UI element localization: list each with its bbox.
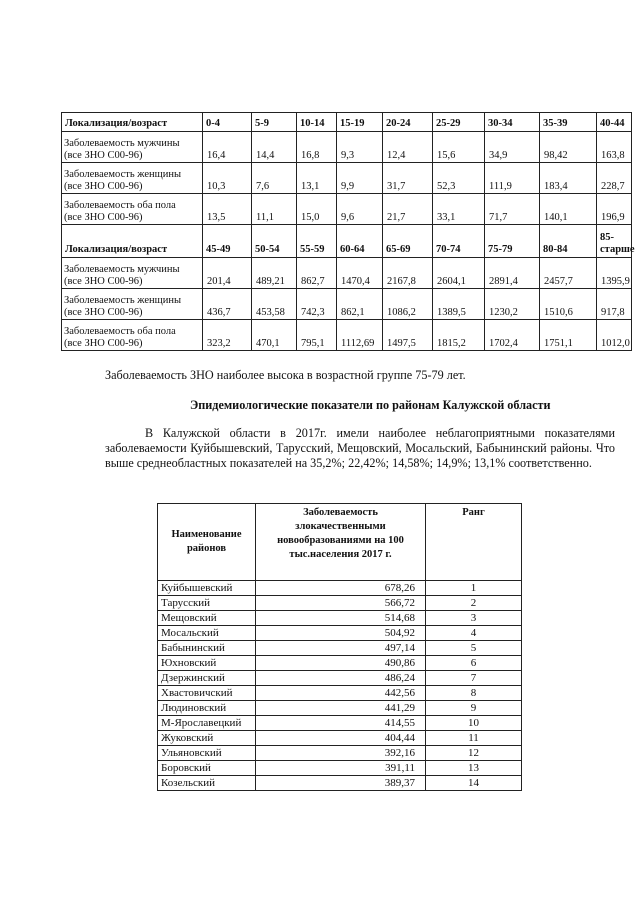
age-row-label	[62, 163, 203, 194]
age-value-cell: 862,7	[297, 258, 337, 289]
district-incidence: 497,14	[256, 641, 426, 656]
district-name: Боровский	[158, 761, 256, 776]
age-row-label-line: Заболеваемость женщины	[64, 169, 182, 180]
age-group-label: 50-54	[252, 225, 297, 258]
age-group-label: 10-14	[297, 113, 337, 132]
age-value-cell: 16,8	[297, 132, 337, 163]
age-value-cell: 453,58	[252, 289, 297, 320]
age-value-cell: 1389,5	[433, 289, 485, 320]
district-name: Людиновский	[158, 701, 256, 716]
age-group-label: 40-44	[597, 113, 632, 132]
district-row	[158, 581, 522, 596]
age-row-label-line: Заболеваемость оба пола	[64, 200, 176, 211]
age-incidence-table	[61, 112, 635, 351]
age-value-cell: 917,8	[597, 289, 632, 320]
age-value-cell: 183,4	[540, 163, 597, 194]
district-rank: 9	[426, 701, 522, 716]
age-group-label: 75-79	[485, 225, 540, 258]
district-header-incidence: Заболеваемость злокачественными новообразованиями на 100 тыс.населения 2017 г.	[256, 504, 426, 581]
age-data-row	[62, 163, 632, 194]
age-row-label-line: (все ЗНО С00-96)	[64, 212, 143, 223]
district-incidence: 414,55	[256, 716, 426, 731]
age-value-cell: 1751,1	[540, 320, 597, 351]
age-value-cell: 21,7	[383, 194, 433, 225]
age-value-cell: 1497,5	[383, 320, 433, 351]
age-value-cell: 31,7	[383, 163, 433, 194]
age-row-label-line: Заболеваемость мужчины	[64, 138, 180, 149]
age-header-row	[62, 225, 632, 258]
district-row	[158, 731, 522, 746]
section-heading: Эпидемиологические показатели по районам Калужской области	[190, 398, 551, 412]
age-value-cell: 13,1	[297, 163, 337, 194]
age-data-row	[62, 320, 632, 351]
district-incidence: 490,86	[256, 656, 426, 671]
district-incidence: 441,29	[256, 701, 426, 716]
age-value-cell: 1702,4	[485, 320, 540, 351]
age-row-label-line: Заболеваемость мужчины	[64, 264, 180, 275]
age-value-cell: 11,1	[252, 194, 297, 225]
age-value-cell: 1112,69	[337, 320, 383, 351]
age-data-row	[62, 132, 632, 163]
age-value-cell: 742,3	[297, 289, 337, 320]
district-name: Юхновский	[158, 656, 256, 671]
district-rank: 7	[426, 671, 522, 686]
age-value-cell: 1012,0	[597, 320, 632, 351]
district-header-rank: Ранг	[426, 504, 522, 581]
district-rank: 4	[426, 626, 522, 641]
district-incidence: 504,92	[256, 626, 426, 641]
age-group-label: 15-19	[337, 113, 383, 132]
conclusion-text: Заболеваемость ЗНО наиболее высока в возрастной группе 75-79 лет.	[105, 368, 466, 382]
age-value-cell: 33,1	[433, 194, 485, 225]
district-row	[158, 611, 522, 626]
age-group-label: 60-64	[337, 225, 383, 258]
district-incidence: 442,56	[256, 686, 426, 701]
district-name: Козельский	[158, 776, 256, 791]
district-incidence: 391,11	[256, 761, 426, 776]
district-row	[158, 596, 522, 611]
district-incidence: 392,16	[256, 746, 426, 761]
age-value-cell: 470,1	[252, 320, 297, 351]
age-value-cell: 862,1	[337, 289, 383, 320]
age-value-cell: 1395,9	[597, 258, 632, 289]
age-row-label-line: (все ЗНО С00-96)	[64, 150, 143, 161]
district-name: Дзержинский	[158, 671, 256, 686]
age-group-label: 20-24	[383, 113, 433, 132]
age-value-cell: 2457,7	[540, 258, 597, 289]
district-row	[158, 641, 522, 656]
age-row-label	[62, 132, 203, 163]
age-value-cell: 71,7	[485, 194, 540, 225]
age-value-cell: 52,3	[433, 163, 485, 194]
district-rank: 6	[426, 656, 522, 671]
district-rank: 11	[426, 731, 522, 746]
district-name: Хвастовичский	[158, 686, 256, 701]
district-incidence: 486,24	[256, 671, 426, 686]
district-incidence: 678,26	[256, 581, 426, 596]
age-row-label-line: Заболеваемость оба пола	[64, 326, 176, 337]
age-group-label: 35-39	[540, 113, 597, 132]
age-value-cell: 98,42	[540, 132, 597, 163]
age-value-cell: 10,3	[203, 163, 252, 194]
age-value-cell: 9,6	[337, 194, 383, 225]
district-row	[158, 716, 522, 731]
district-header-name: Наименование районов	[158, 504, 256, 581]
age-value-cell: 436,7	[203, 289, 252, 320]
age-value-cell: 15,6	[433, 132, 485, 163]
age-group-label: 80-84	[540, 225, 597, 258]
district-rank: 1	[426, 581, 522, 596]
district-row	[158, 746, 522, 761]
age-row-label-line: (все ЗНО С00-96)	[64, 307, 143, 318]
age-value-cell: 2167,8	[383, 258, 433, 289]
age-value-cell: 228,7	[597, 163, 632, 194]
age-row-label-line: (все ЗНО С00-96)	[64, 276, 143, 287]
district-rank: 5	[426, 641, 522, 656]
district-incidence: 389,37	[256, 776, 426, 791]
district-incidence: 566,72	[256, 596, 426, 611]
age-group-label: 45-49	[203, 225, 252, 258]
age-value-cell: 489,21	[252, 258, 297, 289]
age-value-cell: 1230,2	[485, 289, 540, 320]
district-name: Тарусский	[158, 596, 256, 611]
district-row	[158, 671, 522, 686]
district-rank: 13	[426, 761, 522, 776]
age-value-cell: 14,4	[252, 132, 297, 163]
district-name: М-Ярославецкий	[158, 716, 256, 731]
age-value-cell: 16,4	[203, 132, 252, 163]
district-rank: 10	[426, 716, 522, 731]
age-value-cell: 2604,1	[433, 258, 485, 289]
age-row-label-line: (все ЗНО С00-96)	[64, 181, 143, 192]
age-group-label: 0-4	[203, 113, 252, 132]
age-value-cell: 196,9	[597, 194, 632, 225]
age-header-label: Локализация/возраст	[62, 113, 203, 132]
age-value-cell: 9,9	[337, 163, 383, 194]
district-row	[158, 776, 522, 791]
age-data-row	[62, 194, 632, 225]
age-value-cell: 111,9	[485, 163, 540, 194]
district-name: Ульяновский	[158, 746, 256, 761]
age-value-cell: 15,0	[297, 194, 337, 225]
age-value-cell: 1470,4	[337, 258, 383, 289]
age-data-row	[62, 258, 632, 289]
district-name: Куйбышевский	[158, 581, 256, 596]
age-value-cell: 201,4	[203, 258, 252, 289]
district-name: Мосальский	[158, 626, 256, 641]
district-name: Жуковский	[158, 731, 256, 746]
age-value-cell: 795,1	[297, 320, 337, 351]
age-value-cell: 323,2	[203, 320, 252, 351]
age-group-label: 25-29	[433, 113, 485, 132]
age-value-cell: 1086,2	[383, 289, 433, 320]
age-group-label: 30-34	[485, 113, 540, 132]
age-group-label: 85-старше	[597, 225, 632, 258]
district-row	[158, 701, 522, 716]
age-value-cell: 2891,4	[485, 258, 540, 289]
age-row-label	[62, 289, 203, 320]
age-value-cell: 13,5	[203, 194, 252, 225]
district-incidence: 514,68	[256, 611, 426, 626]
age-data-row	[62, 289, 632, 320]
age-value-cell: 34,9	[485, 132, 540, 163]
district-row	[158, 761, 522, 776]
age-row-label-line: (все ЗНО С00-96)	[64, 338, 143, 349]
age-group-label: 65-69	[383, 225, 433, 258]
age-value-cell: 1815,2	[433, 320, 485, 351]
district-rank: 3	[426, 611, 522, 626]
district-name: Бабынинский	[158, 641, 256, 656]
district-rank: 14	[426, 776, 522, 791]
district-incidence-table	[157, 503, 522, 791]
age-row-label	[62, 194, 203, 225]
age-value-cell: 1510,6	[540, 289, 597, 320]
age-header-row	[62, 113, 632, 132]
age-value-cell: 140,1	[540, 194, 597, 225]
district-rank: 8	[426, 686, 522, 701]
district-row	[158, 686, 522, 701]
district-rank: 2	[426, 596, 522, 611]
district-incidence: 404,44	[256, 731, 426, 746]
age-row-label-line: Заболеваемость женщины	[64, 295, 182, 306]
age-group-label: 5-9	[252, 113, 297, 132]
age-group-label: 55-59	[297, 225, 337, 258]
district-rank: 12	[426, 746, 522, 761]
age-value-cell: 12,4	[383, 132, 433, 163]
age-header-label: Локализация/возраст	[62, 225, 203, 258]
intro-paragraph: В Калужской области в 2017г. имели наиболее неблагоприятными показателями заболеваемости Куйбышевский, Тарусский, Мещовский, Мосальский, Бабынинский районы. Что выше среднеобластных показателей на 35,2%; 22,42%; 14,58%; 14,9%; 13,1% соответственно.	[105, 426, 615, 470]
age-value-cell: 163,8	[597, 132, 632, 163]
age-row-label	[62, 258, 203, 289]
district-row	[158, 656, 522, 671]
age-value-cell: 7,6	[252, 163, 297, 194]
age-row-label	[62, 320, 203, 351]
district-name: Мещовский	[158, 611, 256, 626]
age-group-label: 70-74	[433, 225, 485, 258]
district-row	[158, 626, 522, 641]
age-value-cell: 9,3	[337, 132, 383, 163]
